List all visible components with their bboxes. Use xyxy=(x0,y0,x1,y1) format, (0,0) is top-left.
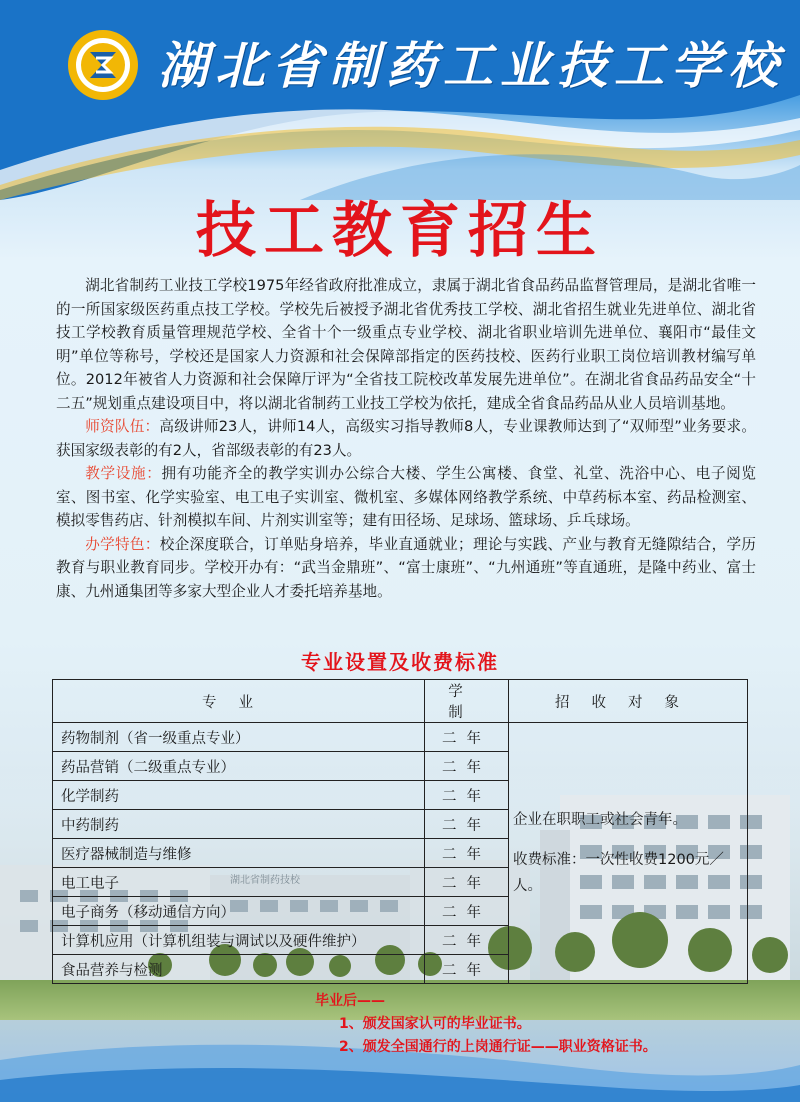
after-graduation xyxy=(315,990,785,1059)
school-logo-icon xyxy=(66,28,140,102)
header xyxy=(0,0,800,120)
header-duration: 学制 xyxy=(425,680,509,723)
major-cell: 中药制药 xyxy=(53,810,425,839)
school-name: 湖北省制药工业技工学校 xyxy=(158,36,785,95)
faculty-text: 高级讲师23人，讲师14人，高级实习指导教师8人，专业课教师达到了“双师型”业务要求。获国家级表彰的有2人，省部级表彰的有23人。 xyxy=(56,418,756,459)
target-cell xyxy=(509,723,748,984)
facilities-label: 教学设施： xyxy=(85,465,162,482)
after-item-1: 1、颁发国家认可的毕业证书。 xyxy=(339,1016,531,1032)
header-target: 招收对象 xyxy=(509,680,748,723)
duration-cell: 二年 xyxy=(425,781,509,810)
intro-paragraph: 湖北省制药工业技工学校1975年经省政府批准成立，隶属于湖北省食品药品监督管理局，是湖北省唯一的一所国家级医药重点技工学校。学校先后被授予湖北省优秀技工学校、湖北省招生就业先进单位、湖北省技工学校教育质量管理规范学校、全省十个一级重点专业学校、湖北省职业培训先进单位、襄阳市“最佳文明”单位等称号，学校还是国家人力资源和社会保障部指定的医药技校、医药行业职工岗位培训教材编写单位。2012年被省人力资源和社会保障厅评为“全省技工院校改革发展先进单位”。在湖北省食品药品安全“十二五”规划重点建设项目中，将以湖北省制药工业技工学校为依托，建成全省食品药品从业人员培训基地。 xyxy=(56,277,756,412)
major-cell: 药品营销（二级重点专业） xyxy=(53,752,425,781)
duration-cell: 二年 xyxy=(425,752,509,781)
duration-cell: 二年 xyxy=(425,926,509,955)
faculty-section xyxy=(56,415,756,462)
duration-cell: 二年 xyxy=(425,868,509,897)
fee-line: 收费标准：一次性收费1200元／人。 xyxy=(513,852,724,894)
major-cell: 化学制药 xyxy=(53,781,425,810)
major-cell: 计算机应用（计算机组装与调试以及硬件维护） xyxy=(53,926,425,955)
faculty-label: 师资队伍： xyxy=(85,418,160,435)
fee-table xyxy=(52,679,748,984)
campus-sign: 湖北省制药技校 xyxy=(230,875,300,886)
major-cell: 医疗器械制造与维修 xyxy=(53,839,425,868)
table-title: 专业设置及收费标准 xyxy=(301,650,499,674)
after-heading: 毕业后—— xyxy=(315,993,385,1009)
duration-cell: 二年 xyxy=(425,839,509,868)
facilities-section xyxy=(56,462,756,533)
table-header-row xyxy=(53,680,748,723)
after-item-2: 2、颁发全国通行的上岗通行证——职业资格证书。 xyxy=(339,1039,657,1055)
target-line: 企业在职职工或社会青年。 xyxy=(513,812,687,828)
duration-cell: 二年 xyxy=(425,810,509,839)
duration-cell: 二年 xyxy=(425,723,509,752)
table-row xyxy=(53,723,748,752)
major-cell: 电工电子 xyxy=(53,868,425,897)
features-text: 校企深度联合，订单贴身培养，毕业直通就业；理论与实践、产业与教育无缝隙结合，学历教育与职业教育同步。学校开办有：“武当金鼎班”、“富士康班”、“九州通班”等直通班，是隆中药业、富士康、九州通集团等多家大型企业人才委托培养基地。 xyxy=(56,535,756,600)
facilities-text: 拥有功能齐全的教学实训办公综合大楼、学生公寓楼、食堂、礼堂、洗浴中心、电子阅览室、图书室、化学实验室、电工电子实训室、微机室、多媒体网络教学系统、中草药标本室、药品检测室、模拟零售药店、针剂模拟车间、片剂实训室等；建有田径场、足球场、篮球场、乒乓球场。 xyxy=(56,465,756,529)
major-cell: 电子商务（移动通信方向） xyxy=(53,897,425,926)
duration-cell: 二年 xyxy=(425,955,509,984)
major-cell: 食品营养与检测 xyxy=(53,955,425,984)
intro-text xyxy=(56,274,756,603)
header-major: 专业 xyxy=(53,680,425,723)
duration-cell: 二年 xyxy=(425,897,509,926)
features-label: 办学特色： xyxy=(85,535,160,553)
page-title: 技工教育招生 xyxy=(196,196,604,266)
major-cell: 药物制剂（省一级重点专业） xyxy=(53,723,425,752)
features-section xyxy=(56,533,756,604)
